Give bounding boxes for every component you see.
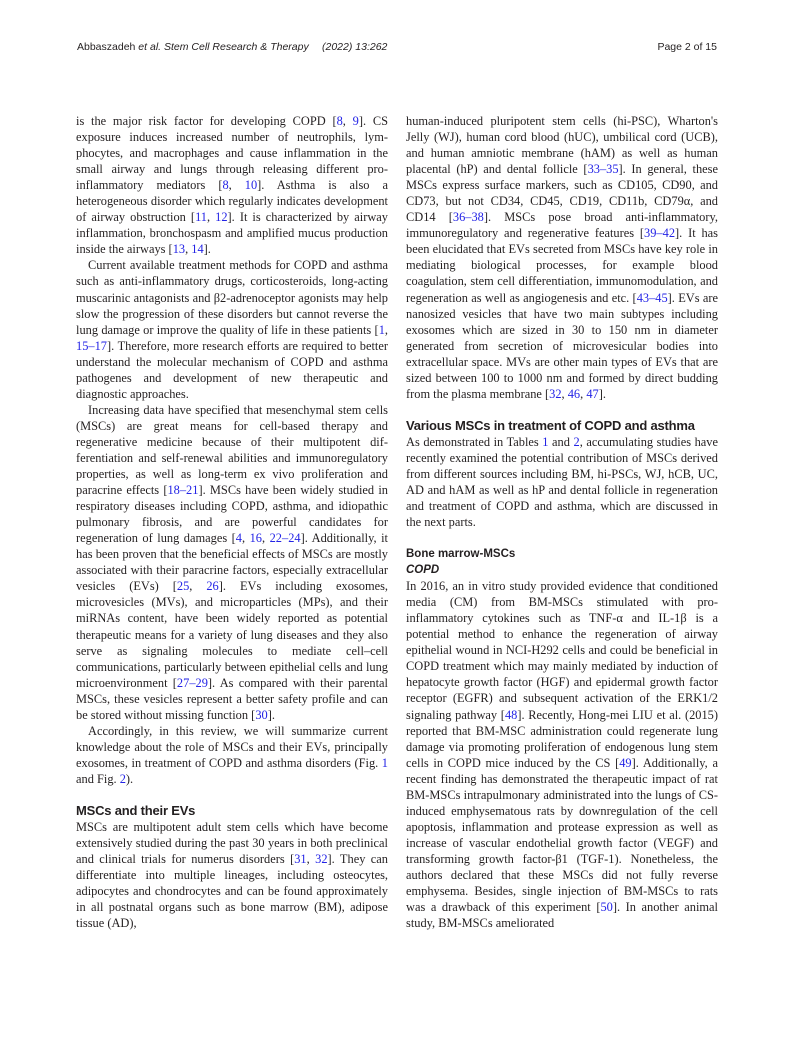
citation-link[interactable]: 30	[255, 707, 268, 722]
citation-link[interactable]: 47	[586, 386, 599, 401]
citation-link[interactable]: 50	[600, 900, 613, 915]
citation-link[interactable]: 1	[378, 322, 385, 337]
body-paragraph	[76, 257, 388, 401]
paragraph-text: ,	[228, 178, 245, 193]
paragraph-text: ,	[185, 242, 192, 257]
paragraph-text: Increasing data have specified that mesenchymal stem cells (MSCs) are great means for cell-based therapy and regenerative medicine because of their multipotent differentiation and self-renewal abilities and immunoregulatory properties, as well as long-term ex vivo proliferation and paracrine effects [	[76, 402, 388, 498]
body-paragraph	[406, 578, 718, 931]
paragraph-text: ,	[561, 386, 568, 401]
paragraph-text: ]. Therefore, more research efforts are required to better understand the molecular mechanism of COPD and asthma pathogenes and development of new therapeutic and diagnostic approaches.	[76, 338, 388, 401]
section-heading: MSCs and their EVs	[76, 802, 196, 818]
paragraph-text: ]. Recently, Hong-mei LIU et al. (2015) reported that BM-MSC administration could regenerate lung damage via promoting proliferation of endogenous lung stem cells in COPD mice induced by the CS [	[406, 707, 718, 770]
paragraph-text: ]. As compared with their parental MSCs, these vesicles represent a better safety profile and can be stored without missing function [	[76, 675, 388, 722]
paragraph-text: and Fig.	[76, 771, 120, 786]
citation-link[interactable]: 18–21	[167, 483, 199, 498]
header-etal: et al.	[135, 41, 162, 53]
citation-link[interactable]: 32	[315, 852, 328, 867]
body-paragraph	[406, 113, 718, 402]
citation-link[interactable]: 11	[195, 210, 207, 225]
citation-link[interactable]: 8	[222, 178, 229, 193]
paragraph-text: human-induced pluripotent stem cells (hi-PSC), Wharton's Jelly (WJ), human cord blood (hUC), umbilical cord (UCB), and human amniotic membrane (hAM) as well as human placental (hP) and dental follicle [	[406, 114, 718, 177]
paragraph-text: ]. Additionally, a recent finding has demonstrated the therapeutic impact of rat BM-MSCs intrapulmonary administrated into the lungs of CS-induced emphysematous rats by downregulation of the cell apoptosis, inflammation and protease expression as well as increase of vascular endothelial growth factor (VEGF) and transforming growth factor-β1 (TGF-1). Nonetheless, the authors declared that these MSCs did not fully reverse emphysema. Besides, single injection of BM-MSCs to rats was a drawback of this experiment [	[406, 755, 718, 915]
paragraph-text: ].	[598, 386, 606, 401]
paragraph-text: ,	[580, 386, 587, 401]
citation-link[interactable]: 39–42	[644, 226, 676, 241]
header-authors: Abbaszadeh	[77, 41, 136, 53]
citation-link[interactable]: 46	[567, 386, 581, 401]
citation-link[interactable]: 14	[191, 242, 204, 257]
paragraph-text: ]. EVs are nanosized vesicles that have two main subtypes including exosomes which are sized in 30 to 150 nm in diameter generated from secretion of microvesicular bodies into extracellular space. MVs are other main types of EVs that are sized between 100 to 1000 nm and formed by direct budding from the plasma membrane [	[406, 290, 718, 401]
citation-link[interactable]: 25	[176, 579, 190, 594]
left-column	[76, 113, 388, 931]
paragraph-text: ]. It is characterized by airway inflammation, bronchospasm and amplified mucus production inside the airways [	[76, 210, 388, 257]
paragraph-text: As demonstrated in Tables	[406, 434, 543, 449]
citation-link[interactable]: 8	[336, 114, 343, 128]
paragraph-text: ]. They can differentiate into multiple lineages, including osteocytes, adipocytes and chondrocytes and can be found approximately in all postnatal organs such as bone marrow (BM), adipose tissue (AD),	[76, 852, 388, 931]
paragraph-text: ]. EVs including exosomes, microvesicles (MVs), and microparticles (MPs), and their miRNAs content, have been widely reported as potential therapeutic means for a variety of lung diseases and they also serve as signaling molecules to mediate cell–cell communications, particularly between epithelial cells and lung microenvironment [	[76, 579, 388, 690]
paragraph-text: In 2016, an in vitro study provided evidence that conditioned media (CM) from BM-MSCs stimulated with pro-inflammatory cytokines such as TNF-α and IL-1β is a potential method to enhance the regeneration of airway epithelial wound in NCI-H292 cells and could be beneficial in COPD treatment which may mainly mediated by induction of hepatocyte growth factor (HGF) and epidermal growth factor receptor (EGFR) and subsequent activation of the ERK1/2 signaling pathway [	[406, 579, 718, 722]
paragraph-text: and	[548, 434, 574, 449]
body-paragraph	[76, 819, 388, 931]
citation-link[interactable]: 43–45	[636, 290, 668, 305]
citation-link[interactable]: 1	[381, 755, 388, 770]
citation-link[interactable]: 9	[352, 114, 359, 128]
right-column	[406, 113, 718, 931]
paragraph-text: ,	[242, 531, 250, 546]
citation-link[interactable]: 16	[249, 531, 262, 546]
paragraph-text: ,	[262, 531, 270, 546]
subsection-heading: Bone marrow-MSCs	[406, 548, 516, 561]
paragraph-text: ]. MSCs pose broad anti-inflammatory, immunoregulatory and regenerative features [	[406, 210, 718, 241]
paragraph-text: ]. In another animal study, BM-MSCs ameliorated	[406, 900, 718, 931]
paragraph-text: is the major risk factor for developing COPD [	[76, 114, 337, 128]
paragraph-text: MSCs are multipotent adult stem cells which have become extensively studied during the past 30 years in both preclinical and clinical trials for numerus disorders [	[76, 819, 388, 867]
body-paragraph	[76, 723, 388, 787]
citation-link[interactable]: 2	[119, 771, 126, 786]
citation-link[interactable]: 26	[206, 579, 219, 594]
citation-link[interactable]: 2	[573, 434, 580, 449]
citation-link[interactable]: 13	[172, 242, 186, 257]
subsubsection-heading: COPD	[406, 564, 440, 577]
paragraph-text: Current available treatment methods for COPD and asthma such as anti-inflammatory drugs, corticosteroids, long-acting muscarinic antagonists and β2-adrenoceptor agonists may help slow the progression of these disorders but cannot reverse the lung damage or improve the quality of life in these patients [	[76, 258, 388, 337]
citation-link[interactable]: 1	[542, 434, 549, 449]
citation-link[interactable]: 33–35	[587, 162, 619, 177]
paragraph-text: ].	[267, 707, 275, 722]
paragraph-text: ]. MSCs have been widely studied in respiratory diseases including COPD, asthma, and idiopathic pulmonary fibrosis, and are powerful candidates for regeneration of lung damages [	[76, 483, 388, 546]
paragraph-text: ,	[306, 852, 316, 867]
citation-link[interactable]: 31	[294, 852, 307, 867]
citation-link[interactable]: 32	[549, 386, 562, 401]
paragraph-text: , accumulating studies have recently examined the potential contribution of MSCs derived from different sources including BM, hi-PSCs, WJ, hCB, UC, AD and hAM as well as hP and dental follicle in regeneration and treatment of COPD and asthma, which are discussed in the next parts.	[406, 434, 718, 530]
running-header-citation	[77, 41, 309, 53]
body-paragraph	[76, 113, 388, 257]
citation-link[interactable]: 12	[215, 210, 228, 225]
citation-link[interactable]: 22–24	[269, 531, 301, 546]
citation-link[interactable]: 36–38	[452, 210, 484, 225]
paragraph-text: ,	[384, 322, 388, 337]
body-paragraph	[76, 402, 388, 723]
header-year-volume: (2022) 13:262	[322, 41, 388, 53]
paragraph-text: ].	[203, 242, 211, 257]
paragraph-text: ]. Additionally, it has been proven that the beneficial effects of MSCs are mostly associated with their paracrine factors, especially extracellular vesicles (EVs) [	[76, 531, 388, 594]
body-paragraph	[406, 434, 718, 530]
citation-link[interactable]: 4	[235, 531, 242, 546]
paragraph-text: ).	[125, 771, 134, 786]
citation-link[interactable]: 15–17	[76, 338, 107, 353]
citation-link[interactable]: 27–29	[176, 675, 208, 690]
running-header	[77, 41, 717, 57]
paragraph-text: ]. In general, these MSCs express surface markers, such as CD105, CD90, and CD73, but not CD34, CD45, CD19, CD11b, CD79α, and CD14 [	[406, 162, 718, 225]
paragraph-text: ]. Asthma is also a heterogeneous disorder which regularly indicates development of airway obstruction [	[76, 178, 388, 225]
paragraph-text: ]. CS exposure induces increased number of neutrophils, lymphocytes, and macrophages and cause inflammation in the small airway and lungs through releasing different pro-inflammatory mediators [	[76, 114, 389, 193]
page-number: Page 2 of 15	[657, 41, 717, 53]
citation-link[interactable]: 10	[244, 178, 258, 193]
section-heading: Various MSCs in treatment of COPD and asthma	[406, 417, 695, 433]
paragraph-text: ,	[342, 114, 353, 128]
paragraph-text: ,	[189, 579, 207, 594]
paragraph-text: Accordingly, in this review, we will summarize current knowledge about the role of MSCs and their EVs, principally exosomes, in treatment of COPD and asthma disorders (Fig.	[76, 723, 388, 770]
header-journal: Stem Cell Research & Therapy	[161, 41, 309, 53]
paragraph-text: ,	[207, 210, 216, 225]
paragraph-text: ]. It has been elucidated that EVs secreted from MSCs have key role in mediating biological processes, for example blood coagulation, stem cell differentiation, immunomodulation, and regeneration as well as angiogenesis and etc. [	[406, 226, 718, 305]
citation-link[interactable]: 49	[619, 755, 632, 770]
citation-link[interactable]: 48	[504, 707, 518, 722]
